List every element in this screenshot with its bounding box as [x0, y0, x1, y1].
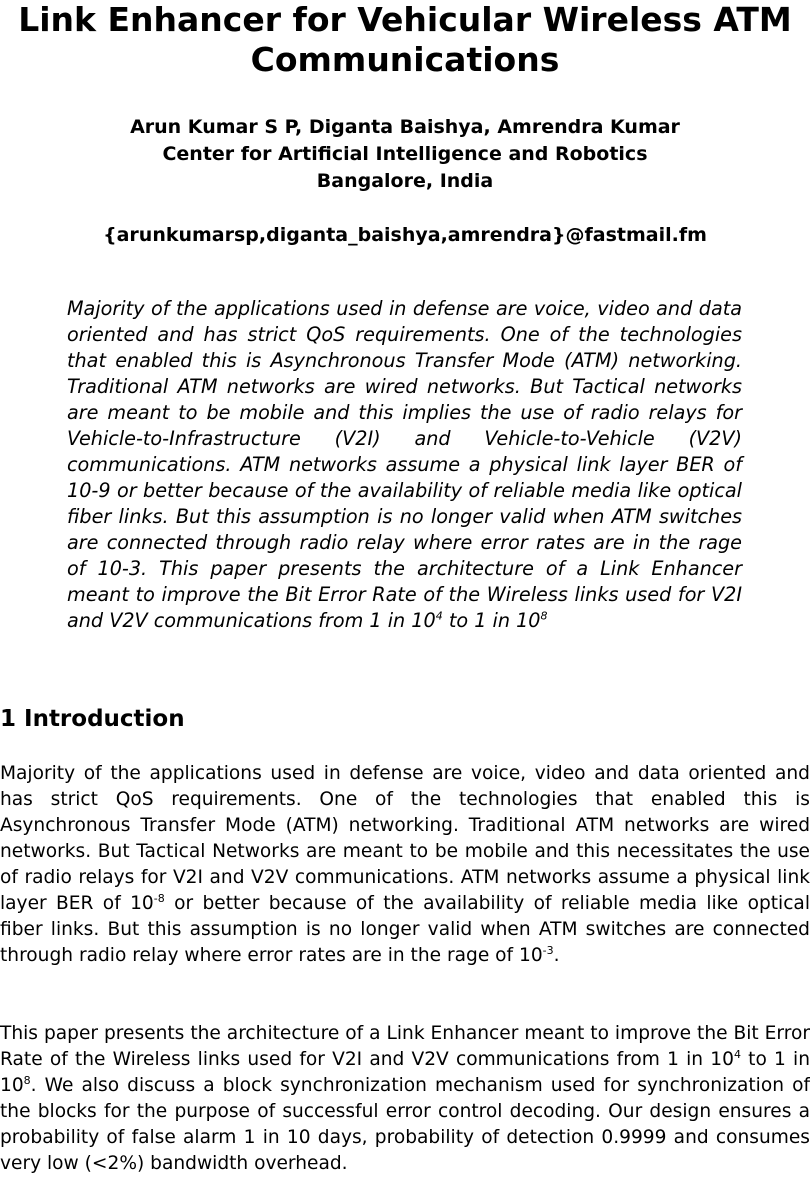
author-names: Arun Kumar S P, Diganta Baishya, Amrendra Kumar	[130, 116, 680, 138]
intro-p2-text-b: to 1 in 10	[0, 1049, 810, 1096]
intro-p2-text-a: This paper presents the architecture of a Link Enhancer meant to improve the Bit Error Rate of the Wireless links used for V2I and V2V communications from 1 in 10	[0, 1023, 810, 1070]
intro-p2-exponent-2: 8	[23, 1073, 31, 1087]
intro-paragraph-2	[0, 1021, 810, 1177]
paper-title-line1: Link Enhancer for Vehicular Wireless ATM	[18, 0, 792, 39]
intro-p1-text-c: .	[553, 945, 560, 966]
author-email: {arunkumarsp,diganta_baishya,amrendra}@fastmail.fm	[103, 224, 707, 246]
location: Bangalore, India	[316, 170, 494, 192]
intro-p2-text-c: . We also discuss a block synchronization mechanism used for synchronization of the blocks for the purpose of successful error control decoding. Our design ensures a probability of false alarm 1 in 10 days, probability of detection 0.9999 and consumes very low (<2%) bandwidth overhead.	[0, 1075, 810, 1174]
abstract-exponent-1: 4	[435, 609, 443, 623]
intro-p1-text-b: or better because of the availability of reliable media like optical fiber links. But this assumption is no longer valid when ATM switches are connected through radio relay where error rates are in the rage of 10	[0, 893, 810, 966]
intro-p1-text-a: Majority of the applications used in defense are voice, video and data oriented and has strict QoS requirements. One of the technologies that enabled this is Asynchronous Transfer Mode (ATM) networking. Traditional ATM networks are wired networks. But Tactical Networks are meant to be mobile and this necessitates the use of radio relays for V2I and V2V communications. ATM networks assume a physical link layer BER of 10	[0, 763, 810, 914]
paper-title-line2: Communications	[250, 40, 560, 79]
abstract-exponent-2: 8	[540, 609, 548, 623]
affiliation: Center for Artificial Intelligence and Robotics	[162, 143, 648, 165]
abstract-text: Majority of the applications used in defense are voice, video and data oriented and has strict QoS requirements. One of the technologies that enabled this is Asynchronous Transfer Mode (ATM) networking. Traditional ATM networks are wired networks. But Tactical networks are meant to be mobile and this implies the use of radio relays for Vehicle-to-Infrastructure (V2I) and Vehicle-to-Vehicle (V2V) communications. ATM networks assume a physical link layer BER of 10-9 or better because of the availability of reliable media like optical fiber links. But this assumption is no longer valid when ATM switches are connected through radio relay where error rates are in the rage of 10-3. This paper presents the architecture of a Link Enhancer meant to improve the Bit Error Rate of the Wireless links used for V2I and V2V communications from 1 in 10	[67, 297, 742, 632]
intro-paragraph-1	[0, 761, 810, 969]
intro-p2-exponent-1: 4	[733, 1047, 741, 1061]
intro-p1-exponent-1: -8	[153, 891, 165, 905]
paper-title	[0, 0, 810, 80]
abstract	[67, 296, 742, 634]
intro-p1-exponent-2: -3	[542, 943, 554, 957]
section-heading-introduction: 1 Introduction	[0, 706, 185, 732]
abstract-text-mid: to 1 in 10	[442, 609, 541, 632]
author-block	[0, 114, 810, 195]
